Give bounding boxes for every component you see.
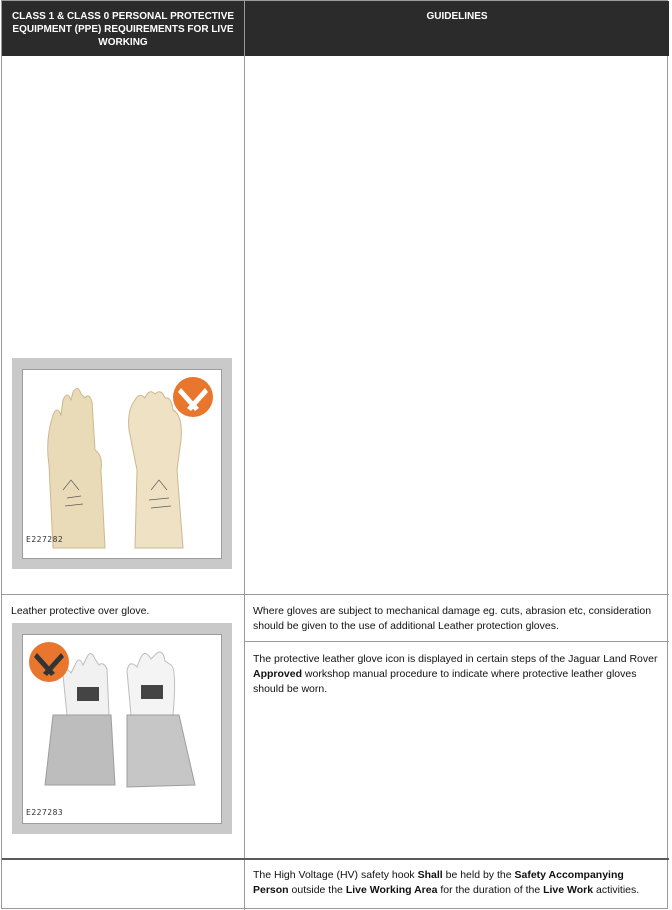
header-guidelines: GUIDELINES	[245, 1, 669, 56]
figure-id: E227283	[26, 808, 64, 817]
ppe-guidelines-page	[1, 0, 668, 909]
guideline-safety-hook: The High Voltage (HV) safety hook Shall be held by the Safety Accompanying Person outside the Live Working Area for the duration of the Live Work activities.	[253, 869, 640, 896]
leather-caption: Leather protective over glove.	[11, 605, 150, 617]
guideline-leather-damage: Where gloves are subject to mechanical damage eg. cuts, abrasion etc, consideration should be given to the use of additional Leather protection gloves.	[253, 605, 652, 632]
figure-id: E227282	[26, 535, 64, 544]
guideline-leather-icon: The protective leather glove icon is displayed in certain steps of the Jaguar Land Rover Approved workshop manual procedure to indicate where protective leather gloves should be worn.	[253, 653, 658, 695]
ppe-table	[1, 0, 668, 909]
leather-gloves-image	[23, 635, 221, 823]
row-divider	[2, 594, 669, 595]
rubber-gloves-image	[23, 370, 221, 558]
leather-gloves-figure	[12, 623, 232, 834]
column-divider	[244, 1, 245, 910]
header-ppe-requirements: CLASS 1 & CLASS 0 PERSONAL PROTECTIVE EQUIPMENT (PPE) REQUIREMENTS FOR LIVE WORKING	[2, 1, 244, 56]
row-divider	[245, 641, 669, 642]
gloves-warning-icon	[173, 377, 213, 417]
row-divider	[2, 858, 669, 860]
leather-gloves-icon	[29, 642, 69, 682]
rubber-gloves-figure	[12, 358, 232, 569]
